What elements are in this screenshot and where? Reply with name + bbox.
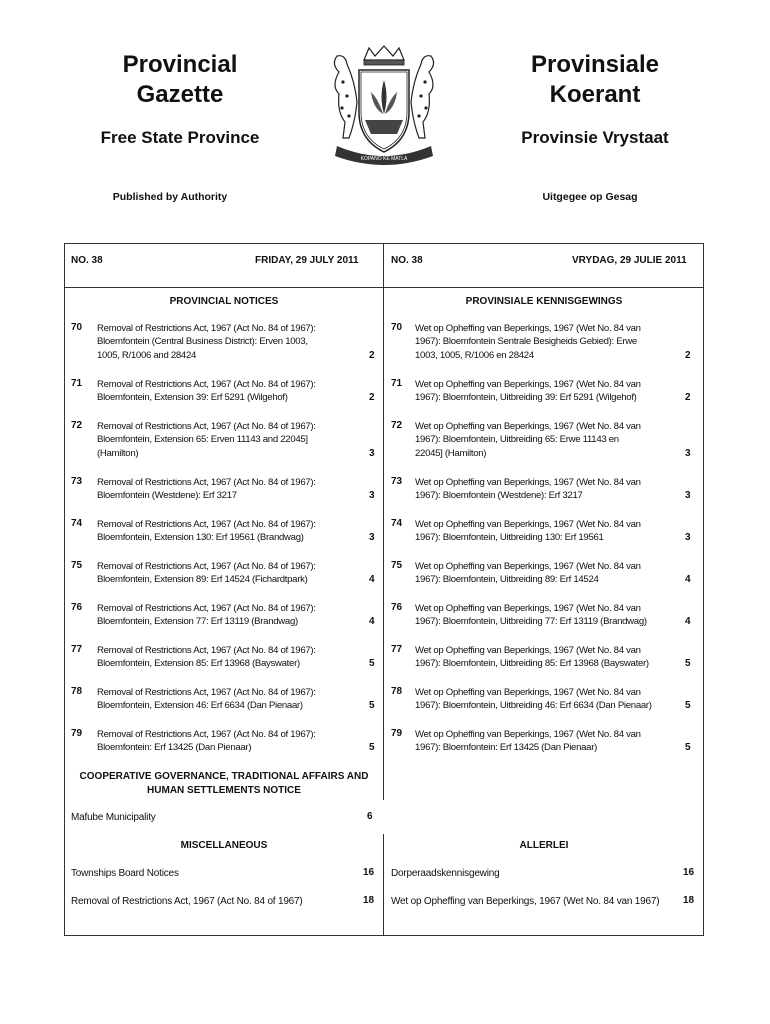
- notice-text-af-line: 1967): Bloemfontein, Uitbreiding 39: Erf 5291 (Wilgehof): [415, 392, 637, 404]
- misc-item-af-page: 16: [683, 867, 695, 878]
- notice-text-af-line: 1967): Bloemfontein, Uitbreiding 89: Erf 14524: [415, 574, 599, 586]
- notice-text-en-line: Bloemfontein, Extension 89: Erf 14524 (Fichardtpark): [97, 574, 308, 586]
- coat-of-arms-icon: [309, 42, 459, 172]
- notice-text-en-line: Bloemfontein: Erf 13425 (Dan Pienaar): [97, 742, 252, 754]
- issue-number-af: NO. 38: [391, 255, 423, 266]
- notice-text-af: [415, 476, 641, 503]
- notice-number-en: 74: [71, 518, 83, 529]
- notice-text-af-line: 22045] (Hamilton): [415, 447, 487, 459]
- column-divider: [383, 244, 384, 287]
- notice-number-en: 71: [71, 378, 83, 389]
- notice-page-af: 3: [685, 490, 691, 501]
- notice-text-en: [97, 322, 316, 362]
- province-af: Provinsie Vrystaat: [521, 128, 669, 147]
- notice-text-af-line: Wet op Opheffing van Beperkings, 1967 (Wet No. 84 van: [415, 519, 641, 530]
- coop-heading: [65, 770, 383, 798]
- misc-heading-af: ALLERLEI: [519, 840, 569, 851]
- notice-text-en-line: 1005, R/1006 and 28424: [97, 349, 197, 361]
- coop-item-label: Mafube Municipality: [71, 812, 156, 823]
- misc-item-en: Townships Board Notices: [71, 868, 179, 879]
- notice-text-en-line: Bloemfontein, Extension 130: Erf 19561 (Brandwag): [97, 532, 304, 544]
- notice-text-af-line: Wet op Opheffing van Beperkings, 1967 (Wet No. 84 van: [415, 323, 641, 334]
- notice-text-en-line: Removal of Restrictions Act, 1967 (Act No. 84 of 1967):: [97, 421, 316, 432]
- notice-text-af-line: 1967): Bloemfontein, Uitbreiding 46: Erf 6634 (Dan Pienaar): [415, 700, 652, 712]
- notice-text-af: [415, 644, 649, 671]
- notice-text-af-line: 1967): Bloemfontein, Uitbreiding 130: Erf 19561: [415, 532, 604, 544]
- notice-page-af: 4: [685, 574, 691, 585]
- notice-number-af: 79: [391, 728, 403, 739]
- notice-text-af: [415, 378, 641, 405]
- notice-page-af: 5: [685, 700, 691, 711]
- issue-number-en: NO. 38: [71, 255, 103, 266]
- notice-text-en-line: Bloemfontein, Extension 46: Erf 6634 (Dan Pienaar): [97, 700, 303, 712]
- notice-number-af: 73: [391, 476, 403, 487]
- misc-item-af-page: 18: [683, 895, 695, 906]
- notice-number-af: 74: [391, 518, 403, 529]
- notice-text-en: [97, 378, 316, 405]
- notice-text-en: [97, 686, 316, 713]
- notice-text-en: [97, 602, 316, 629]
- notice-text-af-line: 1967): Bloemfontein, Uitbreiding 65: Erwe 11143 en: [415, 434, 619, 446]
- crest-motto: KOPANO KE MATLA: [360, 156, 408, 162]
- notice-text-af-line: 1967): Bloemfontein (Westdene): Erf 3217: [415, 490, 583, 502]
- issue-date-af: VRYDAG, 29 JULIE 2011: [572, 255, 687, 266]
- notice-text-en-line: Removal of Restrictions Act, 1967 (Act No. 84 of 1967):: [97, 379, 316, 390]
- authority-en: Published by Authority: [112, 191, 228, 203]
- notice-text-en: [97, 728, 316, 755]
- notice-page-en: 2: [369, 392, 375, 403]
- authority-af: Uitgegee op Gesag: [542, 191, 638, 203]
- notice-text-en-line: Bloemfontein, Extension 77: Erf 13119 (Brandwag): [97, 616, 298, 628]
- notice-number-en: 73: [71, 476, 83, 487]
- notice-text-af-line: Wet op Opheffing van Beperkings, 1967 (Wet No. 84 van: [415, 729, 641, 740]
- section-heading-en: PROVINCIAL NOTICES: [169, 296, 279, 307]
- notice-number-af: 71: [391, 378, 403, 389]
- notice-text-en-line: Removal of Restrictions Act, 1967 (Act No. 84 of 1967):: [97, 323, 316, 334]
- notice-text-af-line: 1967): Bloemfontein, Uitbreiding 77: Erf 13119 (Brandwag): [415, 616, 647, 628]
- notice-page-af: 3: [685, 532, 691, 543]
- notice-page-af: 2: [685, 392, 691, 403]
- notice-text-af-line: 1003, 1005, R/1006 en 28424: [415, 349, 534, 361]
- notice-text-en-line: Bloemfontein, Extension 85: Erf 13968 (Bayswater): [97, 658, 300, 670]
- notice-text-af-line: 1967): Bloemfontein Sentrale Besigheids Gebied): Erwe: [415, 336, 637, 348]
- notice-text-af-line: Wet op Opheffing van Beperkings, 1967 (Wet No. 84 van: [415, 477, 641, 488]
- title-af-line-1: Provinsiale: [530, 51, 660, 78]
- notice-text-af: [415, 518, 641, 545]
- misc-item-en-page: 18: [363, 895, 375, 906]
- notice-text-en: [97, 420, 316, 460]
- notice-number-af: 70: [391, 322, 403, 333]
- notice-text-en-line: Removal of Restrictions Act, 1967 (Act No. 84 of 1967):: [97, 729, 316, 740]
- column-divider: [383, 287, 384, 800]
- notice-number-en: 79: [71, 728, 83, 739]
- notice-page-en: 2: [369, 350, 375, 361]
- title-en: [100, 50, 260, 110]
- notice-number-en: 75: [71, 560, 83, 571]
- notice-text-en-line: Removal of Restrictions Act, 1967 (Act No. 84 of 1967):: [97, 603, 316, 614]
- notice-text-en-line: Removal of Restrictions Act, 1967 (Act No. 84 of 1967):: [97, 519, 316, 530]
- notice-text-af-line: Wet op Opheffing van Beperkings, 1967 (Wet No. 84 van: [415, 561, 641, 572]
- notice-number-af: 75: [391, 560, 403, 571]
- misc-item-en-page: 16: [363, 867, 375, 878]
- notice-page-af: 5: [685, 742, 691, 753]
- notice-text-en-line: Bloemfontein (Westdene): Erf 3217: [97, 490, 237, 502]
- notice-number-en: 72: [71, 420, 83, 431]
- notice-page-en: 3: [369, 448, 375, 459]
- issue-date-en: FRIDAY, 29 JULY 2011: [255, 255, 359, 266]
- notice-number-en: 78: [71, 686, 83, 697]
- notice-number-en: 70: [71, 322, 83, 333]
- notice-text-en-line: Removal of Restrictions Act, 1967 (Act No. 84 of 1967):: [97, 687, 316, 698]
- notice-text-en-line: Bloemfontein, Extension 65: Erven 11143 and 22045]: [97, 434, 308, 446]
- misc-item-en: Removal of Restrictions Act, 1967 (Act No. 84 of 1967): [71, 896, 303, 907]
- coop-heading-line-2: HUMAN SETTLEMENTS NOTICE: [147, 785, 301, 796]
- notice-text-af: [415, 560, 641, 587]
- notice-number-af: 76: [391, 602, 403, 613]
- misc-item-af: Wet op Opheffing van Beperkings, 1967 (Wet No. 84 van 1967): [391, 896, 660, 907]
- notice-page-en: 3: [369, 490, 375, 501]
- notice-text-af: [415, 420, 641, 460]
- notice-text-af-line: Wet op Opheffing van Beperkings, 1967 (Wet No. 84 van: [415, 603, 641, 614]
- notice-page-en: 4: [369, 574, 375, 585]
- notice-number-en: 76: [71, 602, 83, 613]
- title-en-line-2: Gazette: [136, 81, 224, 108]
- notice-text-af-line: Wet op Opheffing van Beperkings, 1967 (Wet No. 84 van: [415, 421, 641, 432]
- header-rule: [65, 287, 703, 288]
- notice-page-af: 3: [685, 448, 691, 459]
- notice-text-en-line: (Hamilton): [97, 447, 139, 459]
- notice-page-af: 4: [685, 616, 691, 627]
- misc-heading-en: MISCELLANEOUS: [180, 840, 268, 851]
- notice-page-en: 4: [369, 616, 375, 627]
- province-en: Free State Province: [100, 128, 260, 147]
- notice-page-en: 3: [369, 532, 375, 543]
- coop-heading-line-1: COOPERATIVE GOVERNANCE, TRADITIONAL AFFAIRS AND: [79, 771, 369, 782]
- notice-text-af: [415, 728, 641, 755]
- contents-box: [64, 243, 704, 936]
- notice-text-en: [97, 560, 316, 587]
- notice-text-en-line: Bloemfontein, Extension 39: Erf 5291 (Wilgehof): [97, 392, 288, 404]
- notice-text-en-line: Bloemfontein (Central Business District): Erven 1003,: [97, 336, 308, 348]
- notice-text-en-line: Removal of Restrictions Act, 1967 (Act No. 84 of 1967):: [97, 561, 316, 572]
- coop-item-page: 6: [367, 811, 373, 822]
- title-af: [510, 50, 680, 110]
- notice-text-af-line: Wet op Opheffing van Beperkings, 1967 (Wet No. 84 van: [415, 645, 641, 656]
- notice-number-af: 72: [391, 420, 403, 431]
- notice-number-af: 78: [391, 686, 403, 697]
- notice-page-en: 5: [369, 658, 375, 669]
- notice-text-en: [97, 476, 316, 503]
- notice-text-en-line: Removal of Restrictions Act, 1967 (Act No. 84 of 1967):: [97, 477, 316, 488]
- notice-text-af-line: 1967): Bloemfontein, Uitbreiding 85: Erf 13968 (Bayswater): [415, 658, 649, 670]
- section-heading-af: PROVINSIALE KENNISGEWINGS: [465, 296, 623, 307]
- notice-page-af: 5: [685, 658, 691, 669]
- notice-text-en-line: Removal of Restrictions Act, 1967 (Act No. 84 of 1967):: [97, 645, 316, 656]
- notice-number-af: 77: [391, 644, 403, 655]
- notice-text-af-line: Wet op Opheffing van Beperkings, 1967 (Wet No. 84 van: [415, 379, 641, 390]
- notice-text-af: [415, 602, 647, 629]
- notice-text-en: [97, 518, 316, 545]
- title-en-line-1: Provincial: [122, 51, 238, 78]
- misc-item-af: Dorperaadskennisgewing: [391, 868, 500, 879]
- notice-page-af: 2: [685, 350, 691, 361]
- notice-page-en: 5: [369, 742, 375, 753]
- notice-text-en: [97, 644, 316, 671]
- notice-page-en: 5: [369, 700, 375, 711]
- notice-number-en: 77: [71, 644, 83, 655]
- notice-text-af-line: 1967): Bloemfontein: Erf 13425 (Dan Pienaar): [415, 742, 597, 754]
- notice-text-af: [415, 322, 641, 362]
- title-af-line-2: Koerant: [549, 81, 641, 108]
- notice-text-af: [415, 686, 652, 713]
- notice-text-af-line: Wet op Opheffing van Beperkings, 1967 (Wet No. 84 van: [415, 687, 641, 698]
